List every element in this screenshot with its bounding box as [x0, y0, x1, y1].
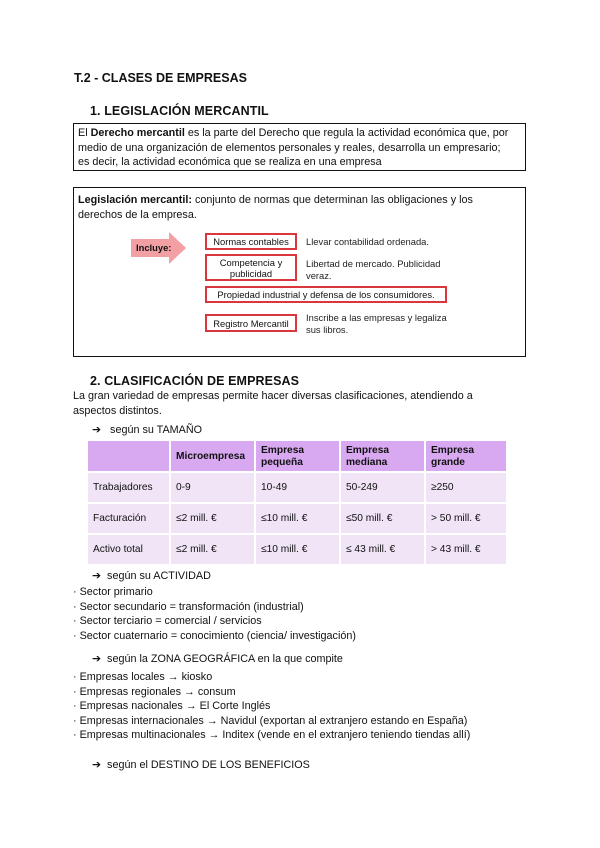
table-cell: > 43 mill. € — [425, 534, 506, 564]
competencia-desc — [306, 258, 446, 281]
list-item: · Empresas regionales → consum — [73, 685, 236, 698]
table-cell: > 50 mill. € — [425, 503, 506, 534]
table-cell: ≤2 mill. € — [170, 503, 255, 534]
table-row — [88, 472, 506, 503]
list-item: · Sector secundario = transformación (industrial) — [73, 600, 304, 613]
table-cell: Facturación — [88, 503, 170, 534]
table-header-cell: Empresa pequeña — [255, 441, 340, 472]
registro-mercantil-box: Registro Mercantil — [205, 314, 297, 332]
zona-list — [73, 670, 470, 743]
zona-subheading — [92, 652, 343, 665]
table-cell: ≤2 mill. € — [170, 534, 255, 564]
right-arrow-icon: ➔ — [92, 653, 102, 665]
propiedad-industrial-box: Propiedad industrial y defensa de los consumidores. — [205, 286, 447, 303]
section-2-intro — [73, 389, 473, 418]
list-item: · Sector cuaternario = conocimiento (ciencia/ investigación) — [73, 629, 356, 642]
zona-label-key: ZONA GEOGRÁFICA — [150, 653, 255, 665]
right-arrow-icon: ➔ — [92, 570, 102, 582]
table-cell: 0-9 — [170, 472, 255, 503]
table-row — [88, 503, 506, 534]
right-arrow-icon: ➔ — [92, 424, 102, 436]
table-header-cell — [88, 441, 170, 472]
registro-desc — [306, 312, 447, 335]
def-line2: medio de una organización de elementos personales y reales, desarrolla un empresario; — [78, 141, 501, 154]
competencia-desc-line2: veraz. — [306, 269, 332, 281]
section-2-heading: 2. CLASIFICACIÓN DE EMPRESAS — [90, 374, 300, 388]
normas-contables-box: Normas contables — [205, 233, 297, 250]
actividad-subheading — [92, 569, 211, 582]
def-line1: es la parte del Derecho que regula la actividad económica que, por — [184, 127, 509, 139]
table-header-cell: Empresa mediana — [340, 441, 425, 472]
table-header-row — [88, 441, 506, 472]
competencia-publicidad-box: Competencia y publicidad — [205, 254, 297, 281]
size-classification-table — [88, 441, 506, 564]
tamano-label: según su TAMAÑO — [110, 424, 203, 436]
def-line3: es decir, la actividad económica que se realiza en una empresa — [78, 156, 382, 168]
table-cell: ≤50 mill. € — [340, 503, 425, 534]
section-1-heading: 1. LEGISLACIÓN MERCANTIL — [90, 104, 269, 118]
actividad-label: según su ACTIVIDAD — [107, 570, 211, 582]
document-title: T.2 - CLASES DE EMPRESAS — [74, 71, 247, 85]
tamano-subheading — [92, 423, 202, 436]
derecho-mercantil-box — [73, 123, 526, 171]
actividad-list — [73, 585, 356, 643]
table-cell: 50-249 — [340, 472, 425, 503]
destino-label: según el DESTINO DE LOS BENEFICIOS — [107, 759, 310, 771]
legislacion-mercantil-box — [73, 187, 526, 357]
table-cell: ≥250 — [425, 472, 506, 503]
list-item: · Empresas multinacionales → Inditex (vende en el extranjero teniendo tiendas allí) — [73, 729, 471, 742]
intro-line1: La gran variedad de empresas permite hacer diversas clasificaciones, atendiendo a — [73, 390, 473, 402]
list-item: · Sector primario — [73, 586, 153, 598]
destino-subheading — [92, 758, 310, 771]
list-item: · Empresas locales → kiosko — [73, 671, 213, 683]
derecho-mercantil-term: Derecho mercantil — [90, 127, 185, 139]
table-cell: ≤10 mill. € — [255, 503, 340, 534]
registro-desc-line1: Inscribe a las empresas y legaliza — [306, 312, 447, 323]
table-header-cell: Empresa grande — [425, 441, 506, 472]
right-arrow-icon: ➔ — [92, 759, 102, 771]
intro-line2: aspectos distintos. — [73, 404, 162, 417]
leg-line2: derechos de la empresa. — [78, 208, 197, 221]
list-item: · Empresas nacionales → El Corte Inglés — [73, 700, 271, 713]
zona-label-pre: según la — [107, 653, 151, 665]
competencia-desc-line1: Libertad de mercado. Publicidad — [306, 258, 441, 269]
def-prefix: El — [78, 127, 91, 139]
list-item: · Empresas internacionales → Navidul (exportan al extranjero estando en España) — [73, 714, 468, 727]
registro-desc-line2: sus libros. — [306, 323, 349, 335]
table-row — [88, 534, 506, 564]
table-cell: ≤ 43 mill. € — [340, 534, 425, 564]
legislacion-term: Legislación mercantil: — [78, 194, 192, 206]
normas-desc: Llevar contabilidad ordenada. — [306, 236, 430, 247]
table-header-cell: Microempresa — [170, 441, 255, 472]
table-cell: Trabajadores — [88, 472, 170, 503]
list-item: · Sector terciario = comercial / servicios — [73, 615, 262, 628]
incluye-label: Incluye: — [136, 242, 172, 253]
table-cell: Activo total — [88, 534, 170, 564]
table-cell: ≤10 mill. € — [255, 534, 340, 564]
table-cell: 10-49 — [255, 472, 340, 503]
leg-line1: conjunto de normas que determinan las obligaciones y los — [192, 194, 473, 206]
zona-label-post: en la que compite — [254, 653, 343, 665]
